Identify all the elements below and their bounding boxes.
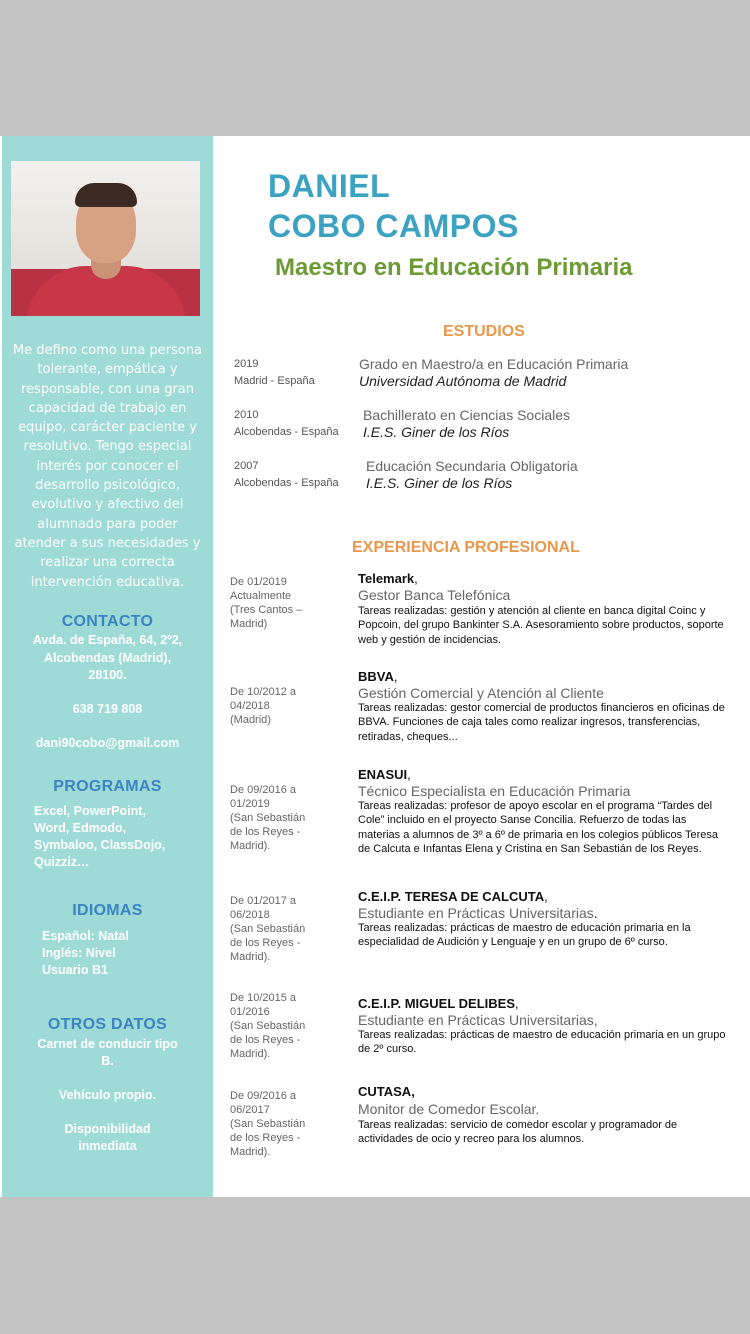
job-6-description: Tareas realizadas: servicio de comedor escolar y programador de actividades de ocio y recreo para los alumnos.: [358, 1119, 678, 1146]
study-1-year: 2019: [234, 358, 259, 370]
languages-line-2: Inglés: Nivel: [42, 946, 116, 960]
contact-email: dani90cobo@gmail.com: [35, 736, 180, 750]
programs-line-3: Symbaloo, ClassDojo,: [34, 838, 166, 852]
contact-address-1: Avda. de España, 64, 2º2,: [32, 633, 183, 647]
job-2-description: Tareas realizadas: gestor comercial de productos financieros en oficinas de BBVA. Funciones de caja tales como realizar ingresos, transferencias, retiradas, cheques...: [358, 702, 725, 743]
job-1-company: Telemark,: [358, 571, 418, 586]
job-5-description: Tareas realizadas: prácticas de maestro de educación primaria en un grupo de 2º curso.: [358, 1029, 726, 1056]
license-line-1: Carnet de conducir tipo: [37, 1037, 178, 1051]
first-name: DANIEL: [268, 168, 391, 204]
job-6-dates: De 09/2016 a 06/2017 (San Sebastián de los Reyes - Madrid).: [230, 1090, 306, 1158]
job-title: Maestro en Educación Primaria: [275, 254, 633, 281]
study-3-place: Alcobendas - España: [234, 477, 339, 489]
vehicle: Vehículo propio.: [58, 1088, 157, 1102]
job-4-company: C.E.I.P. TERESA DE CALCUTA,: [358, 889, 548, 904]
job-2-company: BBVA,: [358, 669, 398, 684]
job-6-role: Monitor de Comedor Escolar.: [358, 1101, 540, 1117]
job-2-dates: De 10/2012 a 04/2018 (Madrid): [230, 686, 297, 726]
study-3-year: 2007: [234, 460, 259, 472]
job-5-company: C.E.I.P. MIGUEL DELIBES,: [358, 996, 519, 1011]
job-2-role: Gestión Comercial y Atención al Cliente: [358, 685, 604, 701]
study-1-place: Madrid - España: [234, 375, 315, 387]
last-name: COBO CAMPOS: [268, 208, 519, 244]
studies-heading: ESTUDIOS: [443, 323, 525, 340]
job-4-dates: De 01/2017 a 06/2018 (San Sebastián de los Reyes - Madrid).: [230, 895, 306, 963]
job-3-company: ENASUI,: [358, 767, 411, 782]
job-4-role: Estudiante en Prácticas Universitarias.: [358, 905, 598, 921]
programs-line-1: Excel, PowerPoint,: [34, 804, 146, 818]
study-3-institution: I.E.S. Giner de los Ríos: [366, 475, 513, 491]
profile-summary: Me defino como una persona tolerante, empática y responsable, con una gran capacidad de trabajo en equipo, carácter paciente y resolutivo. Tengo especial interés por conocer el desarrollo psicológico, evolutivo y afectivo del alumnado para poder atender a sus necesidades y realizar una correcta intervención educativa.: [12, 343, 203, 590]
job-1-description: Tareas realizadas: gestión y atención al cliente en banca digital Coinc y Popcoin, del grupo Bankinter S.A. Asesoramiento sobre productos, soporte web y gestión de incidencias.: [358, 605, 724, 646]
job-4-description: Tareas realizadas: prácticas de maestro de educación primaria en la especialidad de Audición y Lenguaje y en un grupo de 6º curso.: [358, 922, 691, 949]
profile-photo: [11, 161, 200, 316]
study-2-title: Bachillerato en Ciencias Sociales: [363, 407, 570, 423]
study-2-year: 2010: [234, 409, 259, 421]
languages-line-1: Español: Natal: [42, 929, 129, 943]
contact-heading: CONTACTO: [61, 613, 154, 630]
languages-heading: IDIOMAS: [72, 902, 143, 919]
programs-heading: PROGRAMAS: [53, 778, 162, 795]
availability-line-2: inmediata: [78, 1139, 137, 1153]
study-2-place: Alcobendas - España: [234, 426, 339, 438]
license-line-2: B.: [101, 1054, 114, 1068]
contact-phone: 638 719 808: [72, 702, 143, 716]
study-1-title: Grado en Maestro/a en Educación Primaria: [359, 356, 629, 372]
job-6-company: CUTASA,: [358, 1084, 415, 1099]
job-3-dates: De 09/2016 a 01/2019 (San Sebastián de los Reyes - Madrid).: [230, 784, 306, 852]
job-3-description: Tareas realizadas: profesor de apoyo escolar en el programa “Tardes del Cole” incluido en el proyecto Sanse Concilia. Refuerzo de todas las materias a alumnos de 3º a 6º de primaria en los colegios públicos Teresa de Calcuta e Infantas Elena y Cristina en San Sebastián de los Reyes.: [358, 800, 719, 856]
experience-heading: EXPERIENCIA PROFESIONAL: [352, 539, 580, 556]
study-3-title: Educación Secundaria Obligatoria: [366, 458, 578, 474]
cv-page: [0, 136, 750, 1197]
job-1-role: Gestor Banca Telefónica: [358, 587, 511, 603]
programs-line-2: Word, Edmodo,: [34, 821, 127, 835]
availability-line-1: Disponibilidad: [64, 1122, 151, 1136]
job-5-dates: De 10/2015 a 01/2016 (San Sebastián de los Reyes - Madrid).: [230, 992, 306, 1060]
job-3-role: Técnico Especialista en Educación Primaria: [358, 783, 631, 799]
study-2-institution: I.E.S. Giner de los Ríos: [363, 424, 510, 440]
contact-address-3: 28100.: [88, 668, 127, 682]
programs-line-4: Quizziz…: [34, 855, 90, 869]
job-5-role: Estudiante en Prácticas Universitarias,: [358, 1012, 598, 1028]
other-data-heading: OTROS DATOS: [47, 1016, 168, 1033]
sidebar: [2, 136, 213, 1197]
job-1-dates: De 01/2019 Actualmente (Tres Cantos – Madrid): [230, 576, 303, 630]
contact-address-2: Alcobendas (Madrid),: [43, 651, 172, 665]
languages-line-3: Usuario B1: [42, 963, 108, 977]
study-1-institution: Universidad Autónoma de Madrid: [359, 373, 567, 389]
